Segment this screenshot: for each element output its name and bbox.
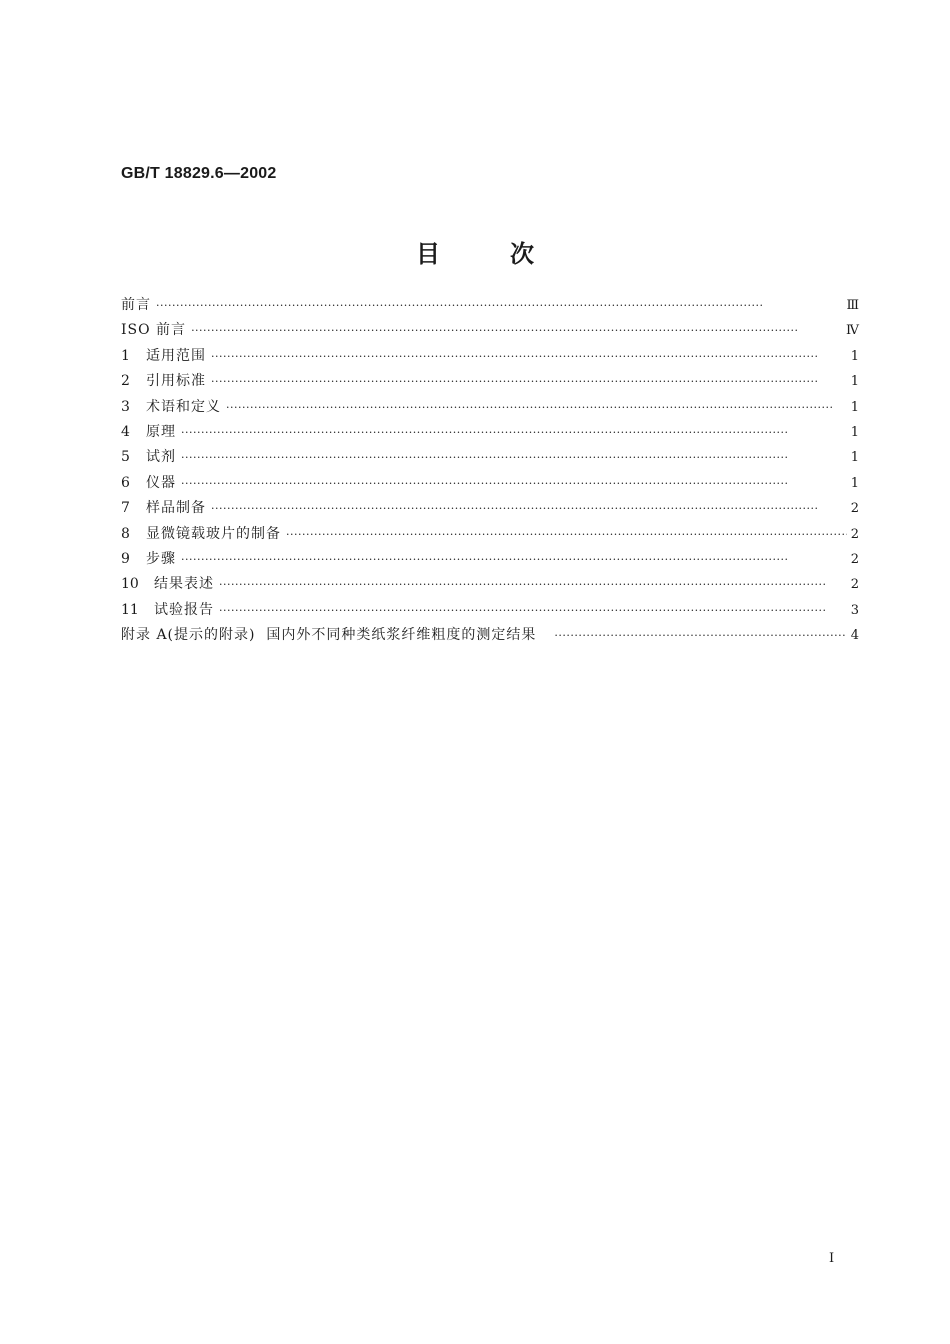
toc-entry-number: 5 [121,449,130,466]
toc-entry-page: 3 [850,602,859,618]
toc-leader-dots [554,626,846,646]
toc-entry-3[interactable] [121,397,859,422]
toc-entry-6[interactable] [121,473,859,498]
toc-leader-dots [211,499,847,519]
toc-entry-iso-foreword[interactable] [121,320,859,345]
toc-entry-page: 1 [850,374,859,390]
toc-entry-9[interactable] [121,549,859,574]
toc-leader-dots [219,575,847,595]
toc-entry-page: Ⅲ [846,298,859,313]
toc-entry-1[interactable] [121,346,859,371]
toc-entry-number: 10 [121,576,139,593]
toc-leader-dots [191,321,842,341]
toc-leader-dots [181,550,847,570]
toc-entry-page: 2 [850,577,859,593]
toc-entry-page: 1 [850,348,859,364]
toc-entry-number: 8 [121,525,130,542]
toc-entry-page: 4 [850,628,859,644]
toc-entry-page: 1 [850,450,859,466]
toc-entry-number: 3 [121,398,130,415]
toc-entry-label: 仪器 [146,474,176,491]
toc-entry-label: 前言 [121,297,151,313]
toc-entry-number: 9 [121,550,130,567]
toc-leader-dots [219,601,847,621]
toc-entry-page: 2 [850,551,859,567]
toc-entry-page: 1 [850,399,859,415]
toc-entry-page: 2 [850,526,859,542]
toc-entry-10[interactable] [121,574,859,599]
toc-entry-page: 1 [850,475,859,491]
toc-leader-dots [181,423,847,443]
toc-entry-page: 1 [850,424,859,440]
toc-leader-dots [181,474,847,494]
toc-entry-label: 结果表述 [154,576,214,593]
toc-entry-label: 步骤 [146,550,176,567]
toc-leader-dots [226,398,847,418]
toc-entry-number: 4 [121,423,130,440]
toc-heading [0,236,950,272]
toc-entry-number: 1 [121,347,130,364]
page-number: I [829,1251,835,1266]
table-of-contents [121,295,859,650]
toc-leader-dots [211,372,847,392]
toc-entry-label: 术语和定义 [146,398,221,415]
toc-entry-4[interactable] [121,422,859,447]
toc-entry-label: 引用标准 [146,373,206,390]
toc-heading-char-1: 目 [416,240,440,268]
toc-entry-number: 6 [121,474,130,491]
toc-entry-2[interactable] [121,371,859,396]
toc-entry-annex-a[interactable] [121,625,859,650]
standard-code: GB/T 18829.6—2002 [121,165,277,182]
toc-entry-number: 2 [121,373,130,390]
toc-leader-dots [286,525,847,545]
toc-entry-page: 2 [850,501,859,517]
toc-entry-page: Ⅳ [846,323,859,339]
toc-entry-label: 试剂 [146,449,176,466]
toc-leader-dots [156,296,842,316]
toc-entry-7[interactable] [121,498,859,523]
toc-entry-foreword[interactable] [121,295,859,320]
toc-leader-dots [181,448,847,468]
toc-entry-5[interactable] [121,447,859,472]
toc-entry-8[interactable] [121,524,859,549]
toc-entry-label: 适用范围 [146,347,206,364]
toc-entry-11[interactable] [121,600,859,625]
toc-entry-label: 试验报告 [154,601,214,618]
toc-heading-char-2: 次 [510,240,534,268]
toc-entry-label: ISO 前言 [121,322,187,339]
toc-leader-dots [211,347,847,367]
toc-entry-label: 显微镜载玻片的制备 [146,525,281,542]
toc-entry-label: 样品制备 [146,500,206,517]
toc-entry-number: 11 [121,601,139,618]
toc-entry-label: 附录 A(提示的附录) 国内外不同种类纸浆纤维粗度的测定结果 [121,627,537,644]
toc-entry-number: 7 [121,500,130,517]
toc-entry-label: 原理 [146,423,176,440]
